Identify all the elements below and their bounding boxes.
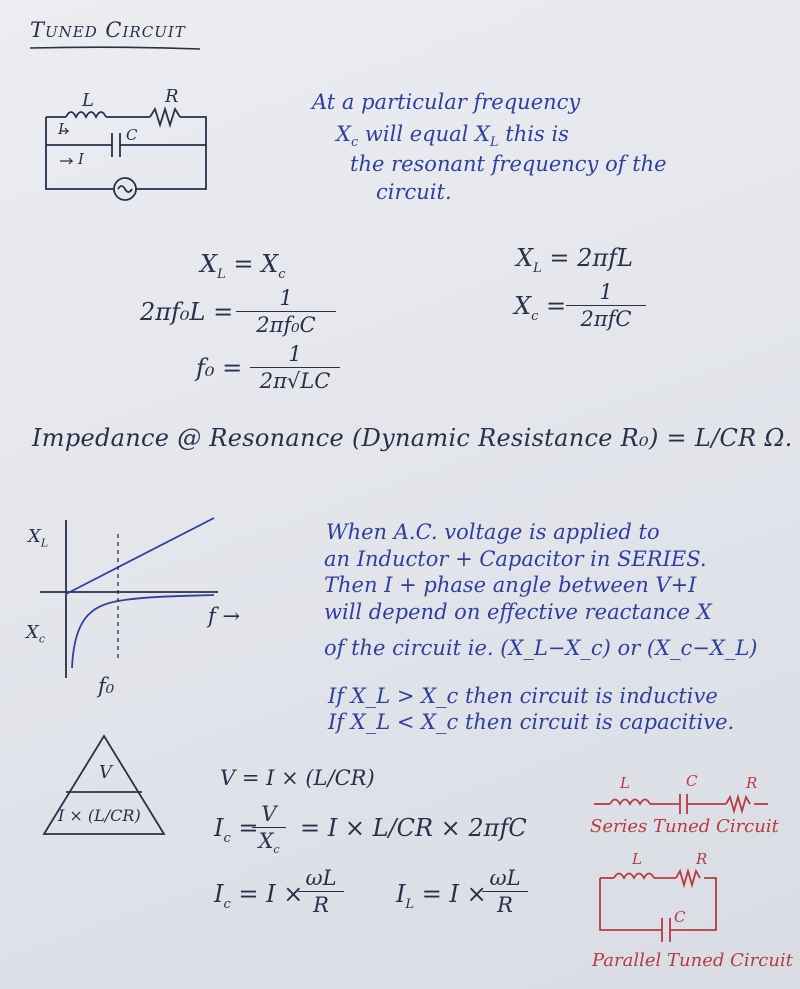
series-label-l: L <box>82 90 94 111</box>
resonance-note-line4: circuit. <box>376 180 452 204</box>
resonance-note-line3: the resonant frequency of the <box>350 152 667 176</box>
parallel-tuned-label-l: L <box>632 850 642 868</box>
triangle-bottom-label: I × (L/CR) <box>58 806 141 825</box>
graph-label-xl: $X_L$ <box>28 526 49 550</box>
triangle-top-label: V <box>99 762 112 783</box>
graph-label-f0: f₀ <box>98 674 115 698</box>
ac-note-line6: If X_L > X_c then circuit is inductive <box>328 684 718 708</box>
formula-ic-fraction: V $X_c$ <box>252 802 286 857</box>
eq-resonance-fraction: 1 2πf₀C <box>236 286 336 337</box>
series-label-il: I <box>58 120 64 138</box>
eq-xl-equals-xc: $X_L = X_c$ <box>200 250 286 282</box>
series-label-ic: I <box>78 150 84 168</box>
page-title: Tuned Circuit <box>30 18 186 42</box>
eq-f0-fraction: 1 2π√LC <box>250 342 340 393</box>
formula-ic-rhs: = I × L/CR × 2πfC <box>300 814 527 842</box>
ac-note-line4: will depend on effective reactance X <box>324 600 712 624</box>
series-label-c: C <box>126 126 138 144</box>
eq-resonance-left: 2πf₀L = <box>140 298 234 326</box>
ac-note-line5: of the circuit ie. (X_L−X_c) or (X_c−X_L) <box>324 636 758 660</box>
eq-xc-definition-fraction: 1 2πfC <box>566 280 646 331</box>
ac-note-line3: Then I + phase angle between V+I <box>324 573 697 597</box>
series-label-r: R <box>165 86 179 107</box>
series-tuned-label-r: R <box>746 774 758 792</box>
series-circuit-diagram <box>40 95 220 205</box>
resonance-note-line1: At a particular frequency <box>312 90 581 114</box>
eq-f0-left: f₀ = <box>196 354 243 382</box>
eq-xc-definition-left: $X_c$ = <box>514 292 567 324</box>
series-tuned-label-l: L <box>620 774 630 792</box>
reactance-graph <box>28 510 268 690</box>
formula-v: V = I × (L/CR) <box>220 766 375 790</box>
parallel-tuned-circuit-diagram <box>598 864 738 944</box>
series-tuned-caption: Series Tuned Circuit <box>590 816 779 837</box>
ac-note-line1: When A.C. voltage is applied to <box>326 520 660 544</box>
formula-ic-left: $I_c$ = <box>214 814 259 846</box>
graph-label-f: f → <box>208 604 241 628</box>
ac-note-line2: an Inductor + Capacitor in SERIES. <box>324 547 707 571</box>
formula-il-left: $I_L = I$ × <box>396 880 487 912</box>
formula-ic2-fraction: ωL R <box>298 866 344 917</box>
resonance-note-line2: $X_c$ will equal $X_L$ this is <box>336 122 569 151</box>
parallel-tuned-label-c: C <box>674 908 686 926</box>
formula-il-fraction: ωL R <box>482 866 528 917</box>
title-underline <box>28 44 208 54</box>
parallel-tuned-label-r: R <box>696 850 708 868</box>
impedance-at-resonance: Impedance @ Resonance (Dynamic Resistance R₀) = L/CR Ω. <box>32 424 793 452</box>
series-tuned-label-c: C <box>686 772 698 790</box>
xc-curve <box>72 595 214 668</box>
graph-label-xc: $X_c$ <box>26 622 45 646</box>
ac-note-line7: If X_L < X_c then circuit is capacitive. <box>328 710 735 734</box>
formula-ic2-left: $I_c = I$ × <box>214 880 304 912</box>
xl-line <box>66 518 214 594</box>
eq-xl-definition: $X_L = 2\pi fL$ <box>516 244 633 276</box>
parallel-tuned-caption: Parallel Tuned Circuit <box>592 950 793 971</box>
